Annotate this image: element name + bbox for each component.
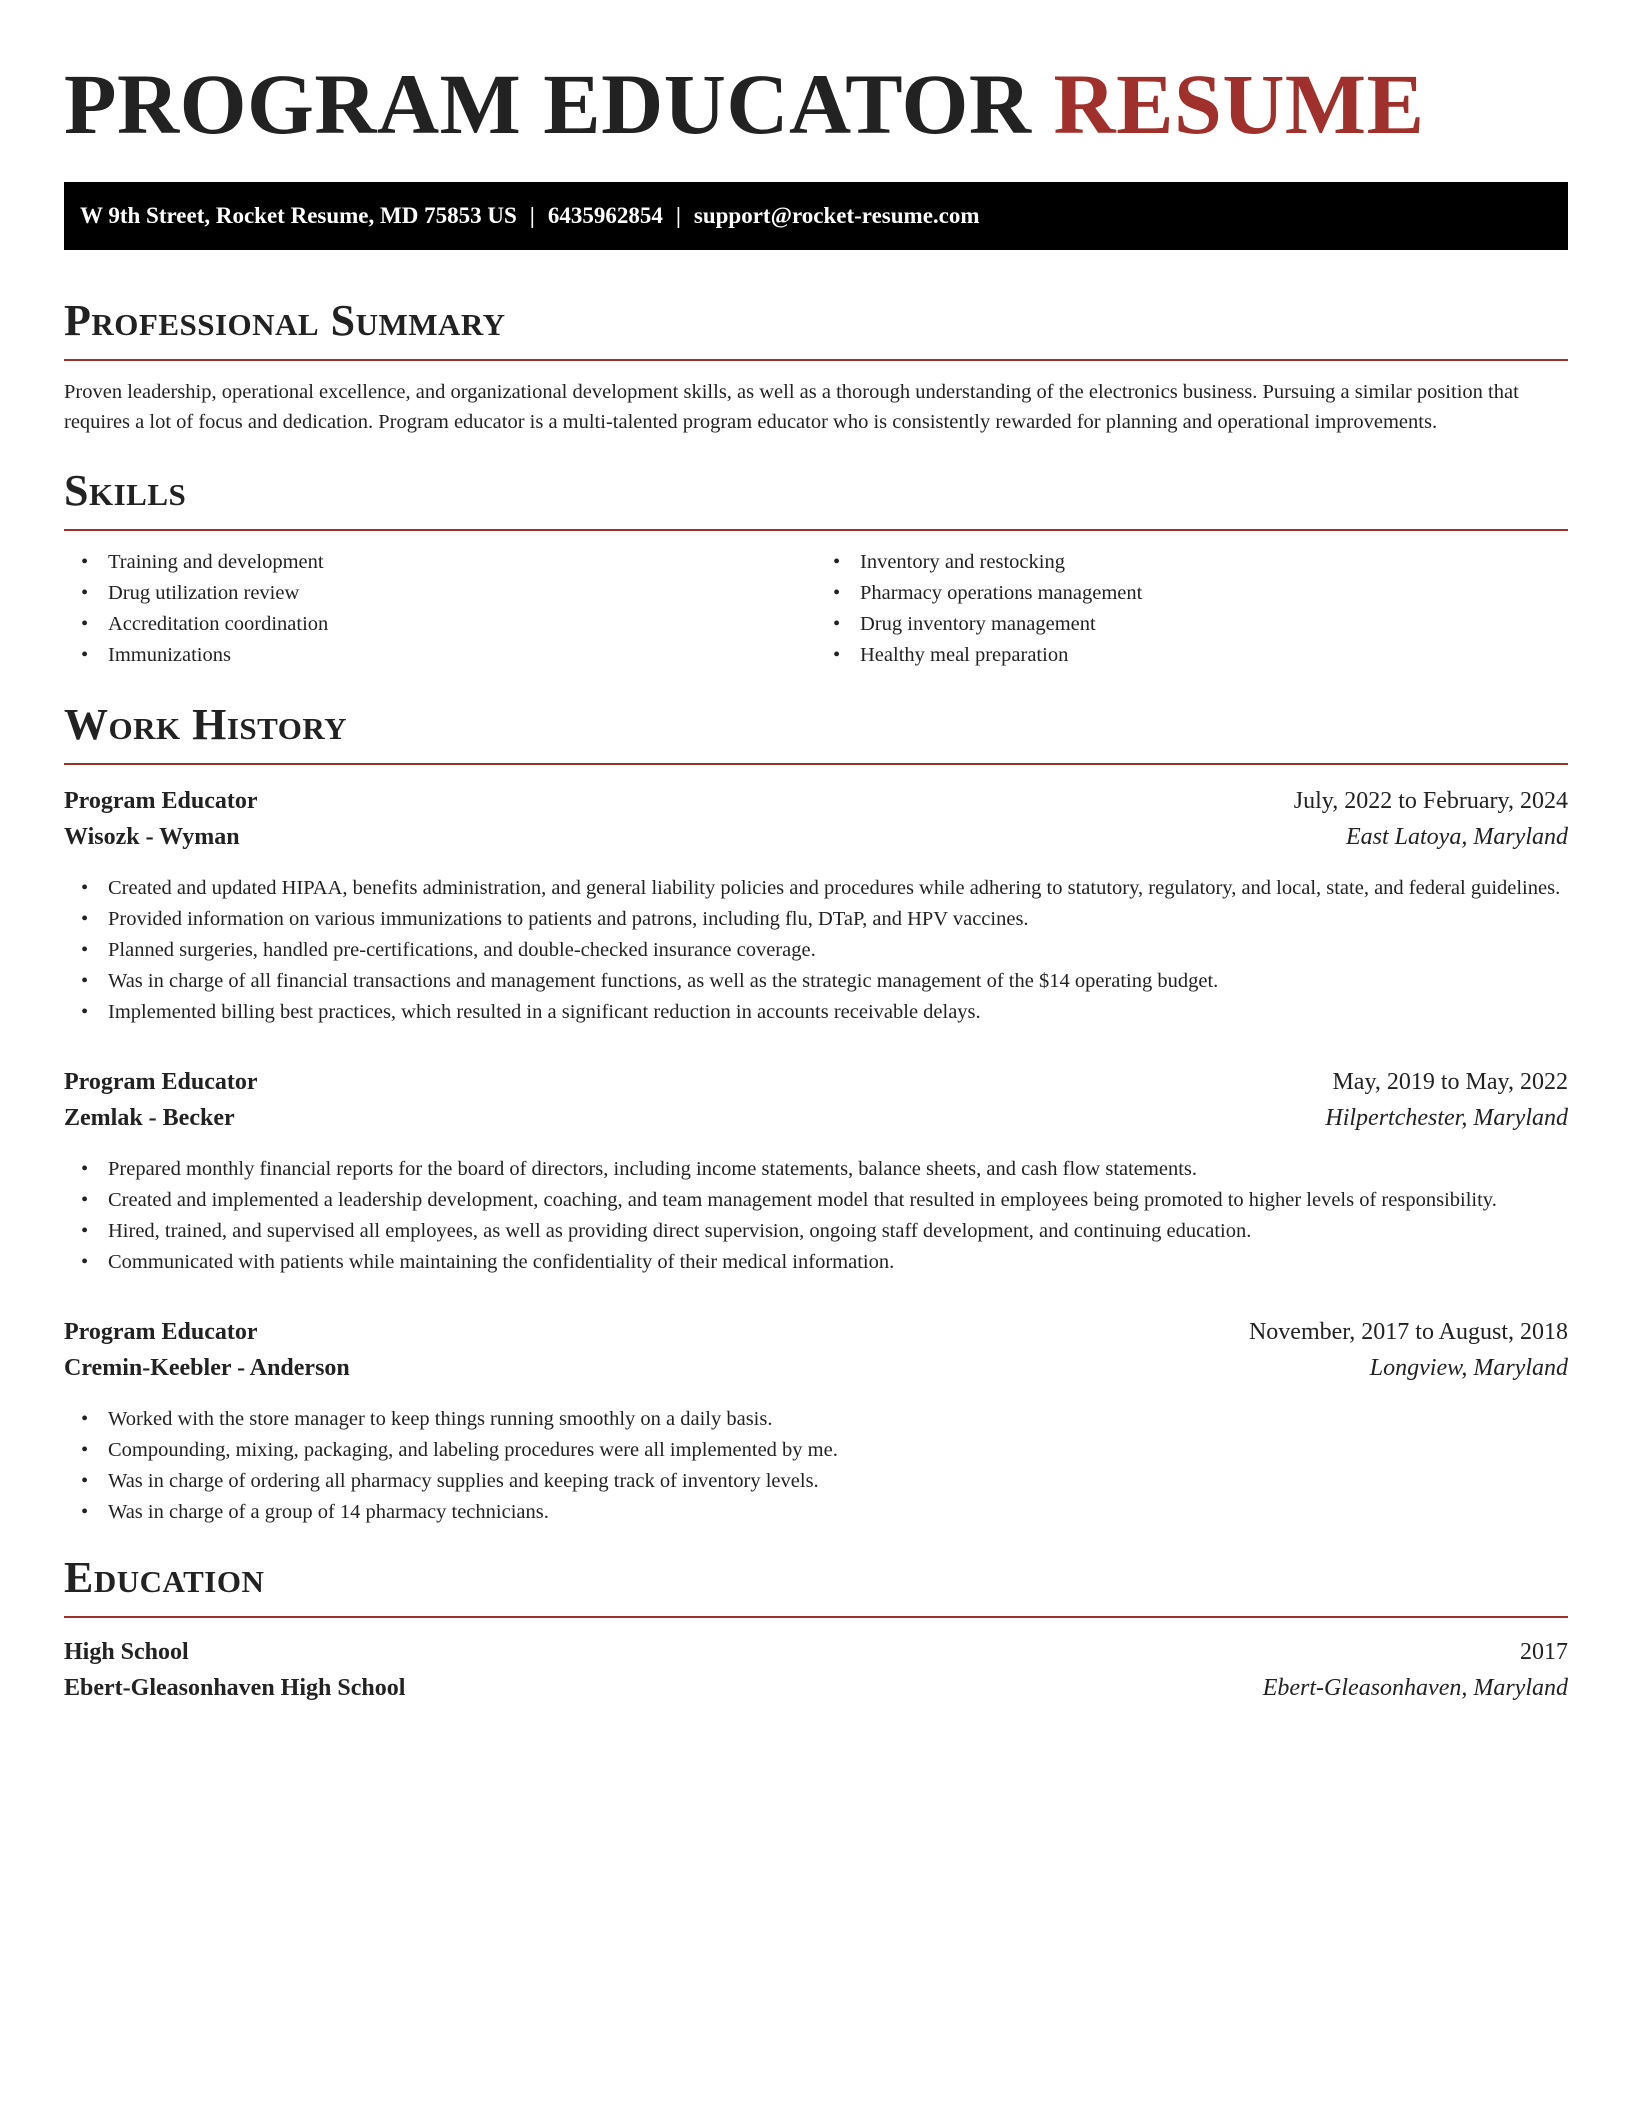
job-bullet: • Created and implemented a leadership development, coaching, and team management model that resulted in employees being promoted to higher levels of responsibility. — [64, 1185, 1568, 1216]
skill-item: • Drug inventory management — [816, 609, 1568, 640]
job-bullet: • Was in charge of a group of 14 pharmacy technicians. — [64, 1497, 1568, 1528]
skill-item: • Immunizations — [64, 640, 816, 671]
job-entry — [64, 1064, 1568, 1278]
section-divider — [64, 1616, 1568, 1618]
skill-item: • Healthy meal preparation — [816, 640, 1568, 671]
job-bullet: • Compounding, mixing, packaging, and labeling procedures were all implemented by me. — [64, 1435, 1568, 1466]
job-bullet: • Planned surgeries, handled pre-certifications, and double-checked insurance coverage. — [64, 935, 1568, 966]
contact-separator: | — [529, 203, 535, 228]
job-company-row — [64, 819, 1568, 855]
education-degree-row — [64, 1634, 1568, 1670]
contact-address: W 9th Street, Rocket Resume, MD 75853 US — [80, 203, 517, 228]
job-company-row — [64, 1350, 1568, 1386]
skills-column-left — [64, 547, 816, 671]
job-bullet: • Communicated with patients while maintaining the confidentiality of their medical information. — [64, 1247, 1568, 1278]
skills-column-right — [816, 547, 1568, 671]
contact-phone: 6435962854 — [547, 203, 663, 228]
skills-section — [64, 465, 1568, 671]
education-section — [64, 1552, 1568, 1706]
education-school-row — [64, 1670, 1568, 1706]
resume-title — [64, 56, 1568, 152]
summary-heading: Professional Summary — [64, 296, 506, 345]
job-bullets — [64, 873, 1568, 1028]
job-company: Wisozk - Wyman — [64, 824, 240, 850]
section-divider — [64, 359, 1568, 361]
job-dates: November, 2017 to August, 2018 — [1248, 1319, 1568, 1345]
job-bullets — [64, 1154, 1568, 1278]
contact-separator: | — [675, 203, 681, 228]
education-school: Ebert-Gleasonhaven High School — [64, 1675, 406, 1701]
job-bullet: • Created and updated HIPAA, benefits administration, and general liability policies and procedures while adhering to statutory, regulatory, and local, state, and federal guidelines. — [64, 873, 1568, 904]
job-location: East Latoya, Maryland — [1346, 824, 1568, 850]
section-divider — [64, 763, 1568, 765]
job-location: Longview, Maryland — [1369, 1355, 1568, 1381]
contact-email: support@rocket-resume.com — [693, 203, 980, 228]
job-title-row — [64, 1064, 1568, 1100]
job-title: Program Educator — [64, 1069, 258, 1095]
skills-grid — [64, 547, 1568, 671]
job-company-row — [64, 1100, 1568, 1136]
skill-item: • Drug utilization review — [64, 578, 816, 609]
job-location: Hilpertchester, Maryland — [1325, 1105, 1568, 1131]
job-bullet: • Prepared monthly financial reports for the board of directors, including income statements, balance sheets, and cash flow statements. — [64, 1154, 1568, 1185]
summary-text: Proven leadership, operational excellence, and organizational development skills, as well as a thorough understanding of the electronics business. Pursuing a similar position that requires a lot of focus and dedication. Program educator is a multi-talented program educator who is consistently rewarded for planning and operational improvements. — [64, 381, 1519, 433]
skill-item: • Pharmacy operations management — [816, 578, 1568, 609]
work-history-heading: Work History — [64, 700, 348, 749]
job-title-row — [64, 783, 1568, 819]
section-divider — [64, 529, 1568, 531]
skill-item: • Accreditation coordination — [64, 609, 816, 640]
education-heading: Education — [64, 1553, 265, 1602]
skills-heading: Skills — [64, 466, 187, 515]
job-entry — [64, 1314, 1568, 1528]
education-entry — [64, 1634, 1568, 1706]
job-company: Cremin-Keebler - Anderson — [64, 1355, 350, 1381]
contact-bar — [64, 182, 1568, 250]
job-title-row — [64, 1314, 1568, 1350]
job-bullet: • Worked with the store manager to keep things running smoothly on a daily basis. — [64, 1404, 1568, 1435]
title-main: PROGRAM EDUCATOR — [64, 56, 1032, 152]
job-title: Program Educator — [64, 788, 258, 814]
education-degree: High School — [64, 1639, 189, 1665]
job-bullets — [64, 1404, 1568, 1528]
skill-item: • Training and development — [64, 547, 816, 578]
job-bullet: • Was in charge of all financial transactions and management functions, as well as the strategic management of the $14 operating budget. — [64, 966, 1568, 997]
education-location: Ebert-Gleasonhaven, Maryland — [1262, 1675, 1568, 1701]
job-dates: July, 2022 to February, 2024 — [1293, 788, 1568, 814]
education-year: 2017 — [1520, 1639, 1568, 1665]
skill-item: • Inventory and restocking — [816, 547, 1568, 578]
job-bullet: • Was in charge of ordering all pharmacy supplies and keeping track of inventory levels. — [64, 1466, 1568, 1497]
job-title: Program Educator — [64, 1319, 258, 1345]
job-bullet: • Provided information on various immunizations to patients and patrons, including flu, DTaP, and HPV vaccines. — [64, 904, 1568, 935]
job-bullet: • Hired, trained, and supervised all employees, as well as providing direct supervision, ongoing staff development, and continuing education. — [64, 1216, 1568, 1247]
work-history-section — [64, 699, 1568, 1528]
summary-section — [64, 295, 1568, 437]
job-company: Zemlak - Becker — [64, 1105, 235, 1131]
job-entry — [64, 783, 1568, 1028]
title-accent: RESUME — [1053, 56, 1425, 152]
job-bullet: • Implemented billing best practices, which resulted in a significant reduction in accounts receivable delays. — [64, 997, 1568, 1028]
job-dates: May, 2019 to May, 2022 — [1332, 1069, 1568, 1095]
